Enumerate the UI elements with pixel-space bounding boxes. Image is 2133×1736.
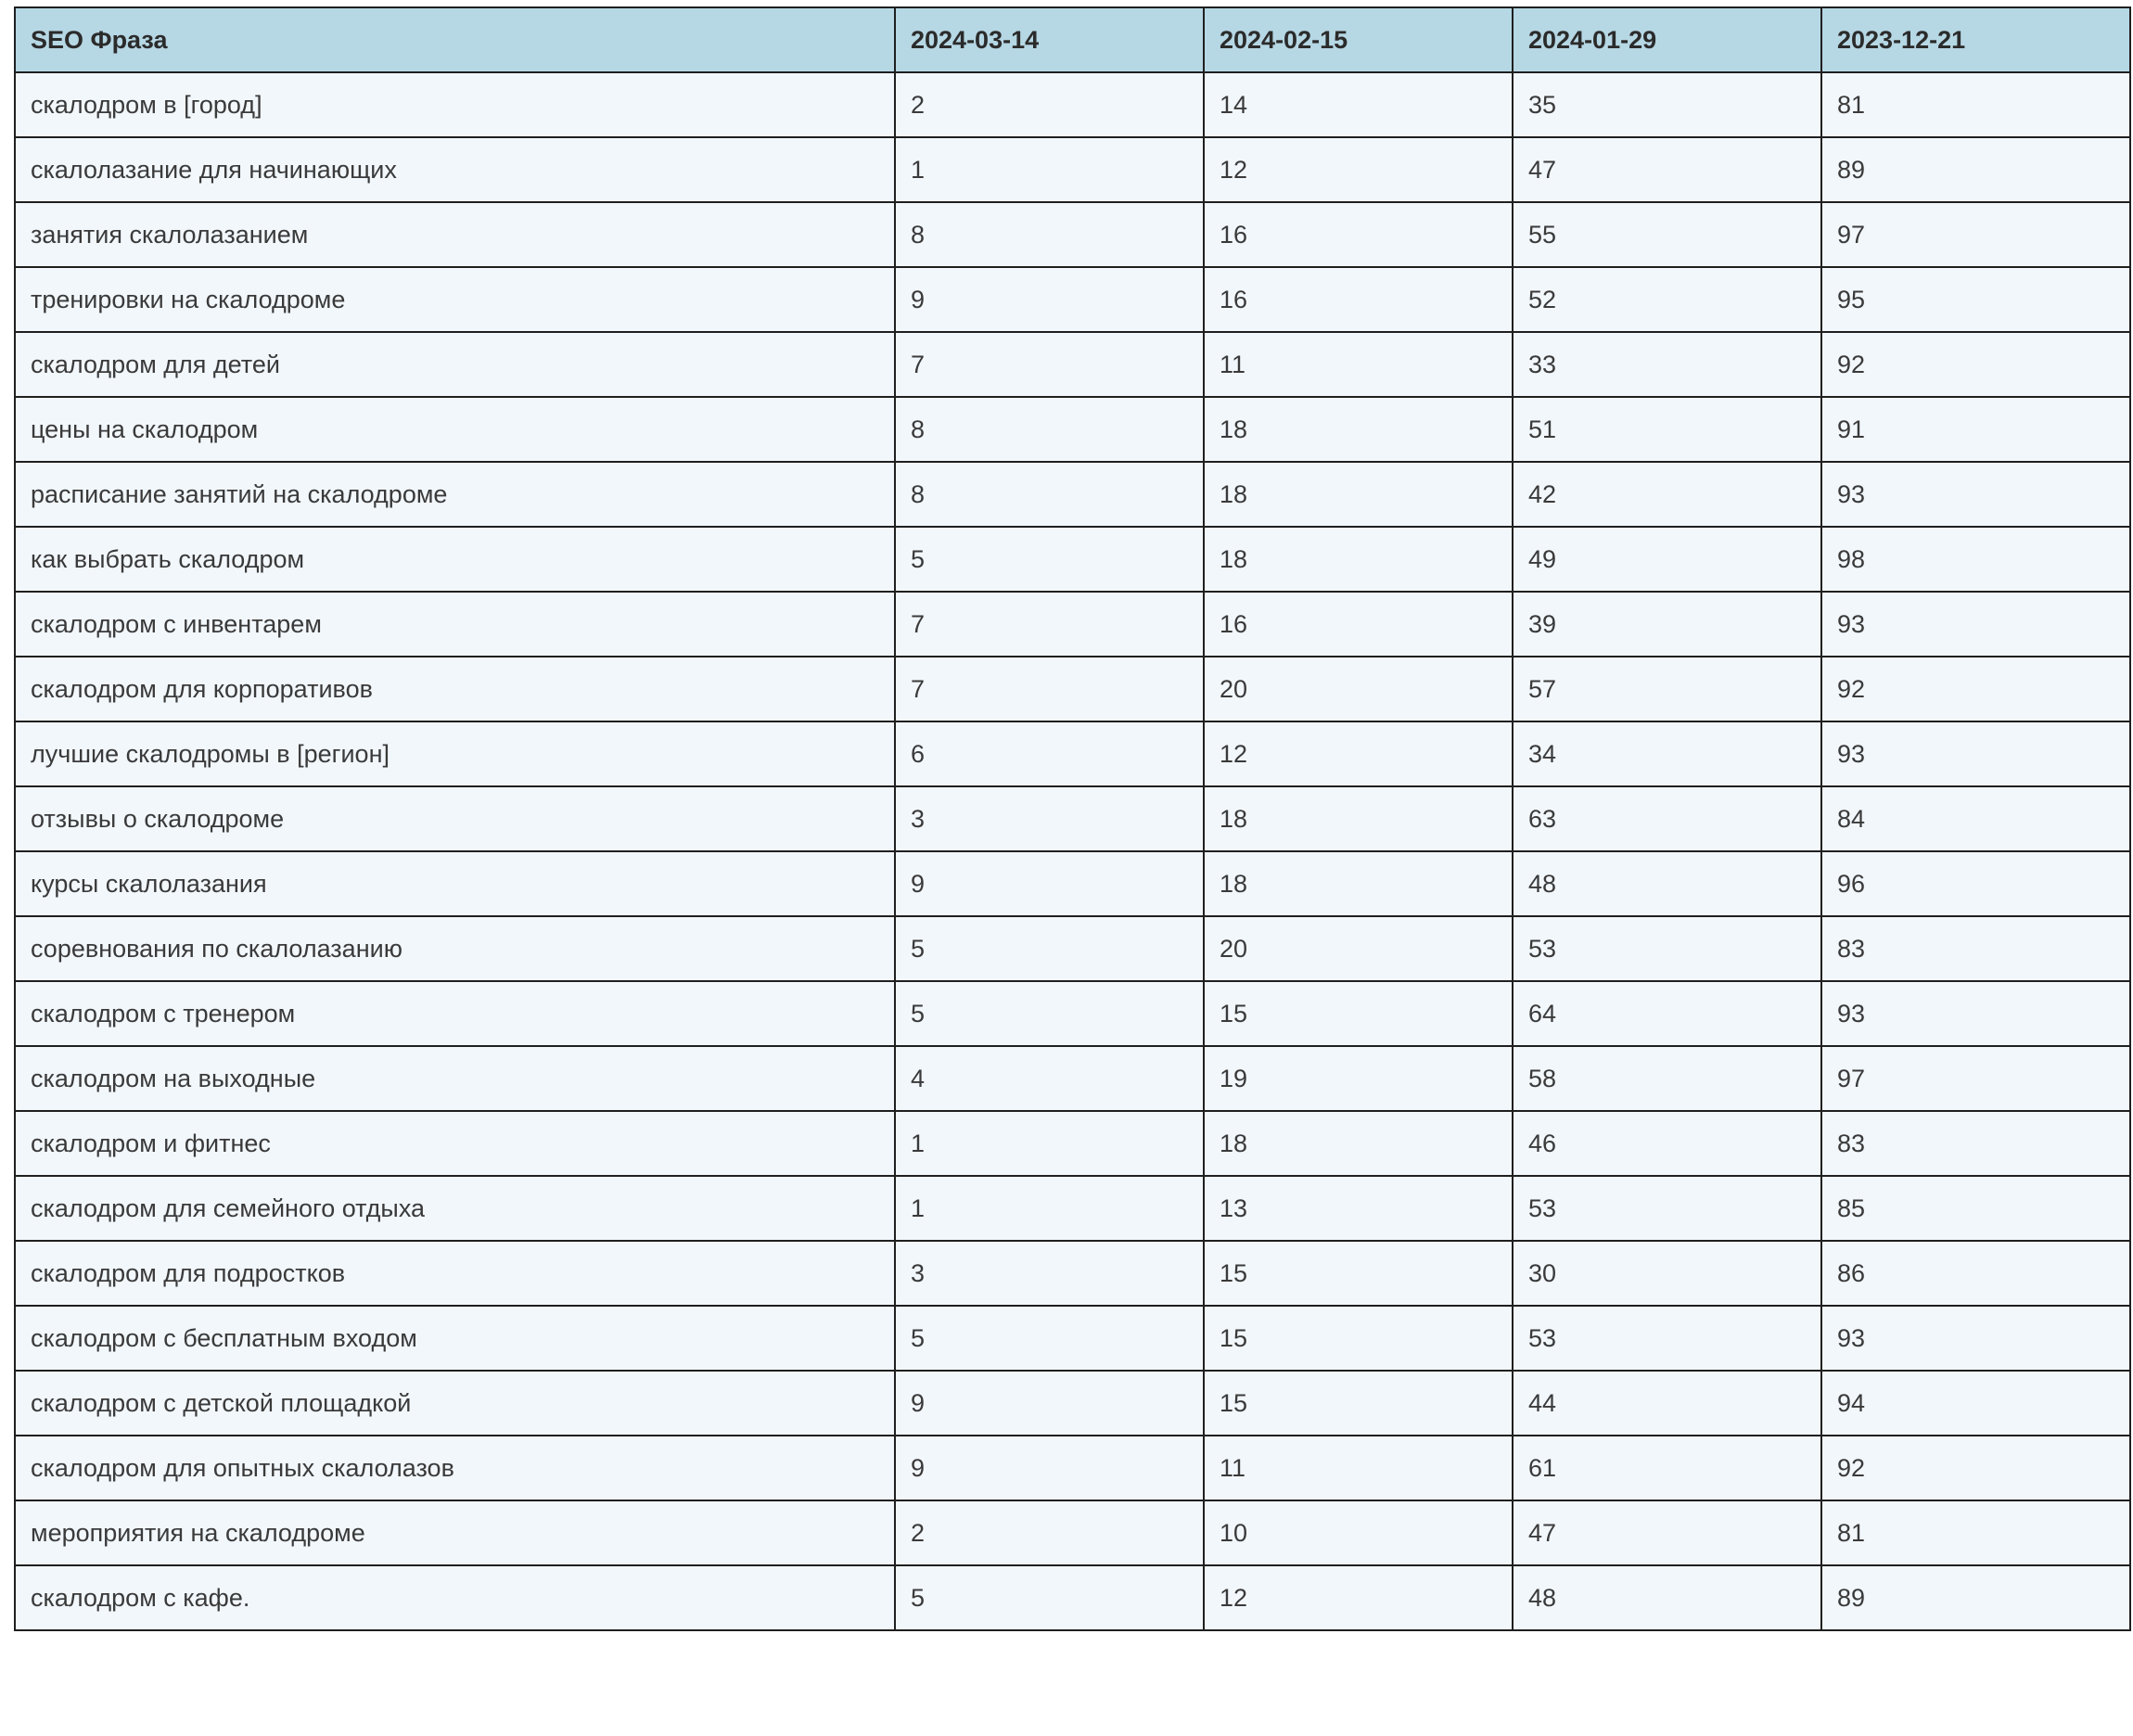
cell-rank-value: 63 [1513,786,1821,851]
table-row [15,462,2130,527]
cell-seo-phrase: скалодром в [город] [15,72,895,137]
cell-rank-value: 18 [1204,1111,1513,1176]
cell-rank-value: 93 [1821,592,2130,657]
cell-rank-value: 83 [1821,1111,2130,1176]
column-header-date: 2023-12-21 [1821,7,2130,72]
seo-rankings-table [14,6,2131,1631]
cell-seo-phrase: расписание занятий на скалодроме [15,462,895,527]
table-row [15,1241,2130,1306]
cell-rank-value: 94 [1821,1371,2130,1436]
cell-rank-value: 52 [1513,267,1821,332]
cell-seo-phrase: цены на скалодром [15,397,895,462]
table-row [15,1565,2130,1630]
cell-rank-value: 3 [895,1241,1204,1306]
cell-rank-value: 58 [1513,1046,1821,1111]
cell-rank-value: 39 [1513,592,1821,657]
cell-seo-phrase: мероприятия на скалодроме [15,1500,895,1565]
cell-seo-phrase: тренировки на скалодроме [15,267,895,332]
table-row [15,1046,2130,1111]
cell-rank-value: 89 [1821,1565,2130,1630]
cell-rank-value: 18 [1204,397,1513,462]
cell-rank-value: 14 [1204,72,1513,137]
cell-rank-value: 53 [1513,916,1821,981]
cell-rank-value: 30 [1513,1241,1821,1306]
cell-seo-phrase: лучшие скалодромы в [регион] [15,721,895,786]
table-row [15,267,2130,332]
table-row [15,1500,2130,1565]
cell-rank-value: 95 [1821,267,2130,332]
cell-rank-value: 10 [1204,1500,1513,1565]
cell-rank-value: 20 [1204,657,1513,721]
cell-rank-value: 47 [1513,137,1821,202]
cell-rank-value: 47 [1513,1500,1821,1565]
table-row [15,981,2130,1046]
cell-rank-value: 8 [895,462,1204,527]
cell-rank-value: 42 [1513,462,1821,527]
table-header [15,7,2130,72]
cell-rank-value: 18 [1204,462,1513,527]
cell-rank-value: 9 [895,1371,1204,1436]
cell-seo-phrase: скалодром с бесплатным входом [15,1306,895,1371]
cell-rank-value: 13 [1204,1176,1513,1241]
table-row [15,851,2130,916]
cell-seo-phrase: соревнования по скалолазанию [15,916,895,981]
cell-rank-value: 57 [1513,657,1821,721]
table-row [15,202,2130,267]
table-row [15,657,2130,721]
cell-rank-value: 51 [1513,397,1821,462]
table-row [15,786,2130,851]
cell-seo-phrase: скалодром с кафе. [15,1565,895,1630]
cell-rank-value: 49 [1513,527,1821,592]
table-row [15,72,2130,137]
table-row [15,1306,2130,1371]
cell-rank-value: 2 [895,72,1204,137]
cell-rank-value: 18 [1204,527,1513,592]
cell-rank-value: 5 [895,1306,1204,1371]
cell-rank-value: 5 [895,981,1204,1046]
cell-rank-value: 93 [1821,981,2130,1046]
table-body [15,72,2130,1630]
cell-rank-value: 8 [895,397,1204,462]
column-header-date: 2024-01-29 [1513,7,1821,72]
table-row [15,137,2130,202]
table-row [15,1176,2130,1241]
cell-rank-value: 81 [1821,1500,2130,1565]
cell-rank-value: 97 [1821,202,2130,267]
cell-rank-value: 12 [1204,721,1513,786]
cell-rank-value: 44 [1513,1371,1821,1436]
cell-rank-value: 1 [895,1111,1204,1176]
cell-rank-value: 92 [1821,657,2130,721]
cell-rank-value: 33 [1513,332,1821,397]
cell-rank-value: 7 [895,657,1204,721]
cell-seo-phrase: скалодром с тренером [15,981,895,1046]
cell-seo-phrase: скалодром с детской площадкой [15,1371,895,1436]
cell-rank-value: 64 [1513,981,1821,1046]
cell-seo-phrase: скалодром на выходные [15,1046,895,1111]
cell-rank-value: 16 [1204,267,1513,332]
cell-rank-value: 4 [895,1046,1204,1111]
cell-rank-value: 53 [1513,1306,1821,1371]
cell-rank-value: 16 [1204,202,1513,267]
cell-rank-value: 12 [1204,137,1513,202]
cell-rank-value: 1 [895,1176,1204,1241]
cell-rank-value: 20 [1204,916,1513,981]
cell-rank-value: 48 [1513,1565,1821,1630]
cell-seo-phrase: скалодром для семейного отдыха [15,1176,895,1241]
cell-rank-value: 48 [1513,851,1821,916]
cell-seo-phrase: как выбрать скалодром [15,527,895,592]
cell-rank-value: 96 [1821,851,2130,916]
column-header-date: 2024-03-14 [895,7,1204,72]
cell-seo-phrase: занятия скалолазанием [15,202,895,267]
column-header-date: 2024-02-15 [1204,7,1513,72]
cell-rank-value: 91 [1821,397,2130,462]
cell-rank-value: 1 [895,137,1204,202]
cell-rank-value: 11 [1204,332,1513,397]
cell-rank-value: 34 [1513,721,1821,786]
seo-table-container [14,6,2129,1631]
cell-rank-value: 53 [1513,1176,1821,1241]
cell-rank-value: 7 [895,332,1204,397]
table-row [15,1436,2130,1500]
table-row [15,332,2130,397]
cell-seo-phrase: отзывы о скалодроме [15,786,895,851]
cell-seo-phrase: скалолазание для начинающих [15,137,895,202]
cell-rank-value: 97 [1821,1046,2130,1111]
cell-seo-phrase: скалодром с инвентарем [15,592,895,657]
cell-rank-value: 15 [1204,1371,1513,1436]
cell-rank-value: 18 [1204,786,1513,851]
cell-rank-value: 83 [1821,916,2130,981]
table-row [15,592,2130,657]
cell-rank-value: 7 [895,592,1204,657]
cell-rank-value: 11 [1204,1436,1513,1500]
cell-rank-value: 3 [895,786,1204,851]
cell-rank-value: 12 [1204,1565,1513,1630]
cell-seo-phrase: скалодром для корпоративов [15,657,895,721]
cell-rank-value: 16 [1204,592,1513,657]
cell-rank-value: 35 [1513,72,1821,137]
cell-rank-value: 46 [1513,1111,1821,1176]
cell-rank-value: 93 [1821,462,2130,527]
cell-rank-value: 9 [895,851,1204,916]
cell-rank-value: 84 [1821,786,2130,851]
cell-rank-value: 93 [1821,721,2130,786]
cell-rank-value: 81 [1821,72,2130,137]
cell-rank-value: 86 [1821,1241,2130,1306]
table-row [15,1111,2130,1176]
header-row [15,7,2130,72]
cell-rank-value: 55 [1513,202,1821,267]
cell-rank-value: 18 [1204,851,1513,916]
table-row [15,1371,2130,1436]
table-row [15,527,2130,592]
table-row [15,721,2130,786]
cell-rank-value: 15 [1204,1306,1513,1371]
cell-rank-value: 5 [895,527,1204,592]
cell-rank-value: 89 [1821,137,2130,202]
cell-rank-value: 85 [1821,1176,2130,1241]
cell-rank-value: 5 [895,1565,1204,1630]
cell-seo-phrase: скалодром для опытных скалолазов [15,1436,895,1500]
cell-rank-value: 9 [895,267,1204,332]
table-row [15,916,2130,981]
cell-rank-value: 93 [1821,1306,2130,1371]
cell-rank-value: 19 [1204,1046,1513,1111]
cell-rank-value: 6 [895,721,1204,786]
cell-rank-value: 98 [1821,527,2130,592]
cell-rank-value: 92 [1821,1436,2130,1500]
cell-seo-phrase: курсы скалолазания [15,851,895,916]
cell-seo-phrase: скалодром для подростков [15,1241,895,1306]
column-header-phrase: SEO Фраза [15,7,895,72]
cell-seo-phrase: скалодром для детей [15,332,895,397]
cell-rank-value: 15 [1204,1241,1513,1306]
cell-rank-value: 61 [1513,1436,1821,1500]
cell-rank-value: 92 [1821,332,2130,397]
cell-rank-value: 15 [1204,981,1513,1046]
cell-seo-phrase: скалодром и фитнес [15,1111,895,1176]
cell-rank-value: 9 [895,1436,1204,1500]
table-row [15,397,2130,462]
cell-rank-value: 2 [895,1500,1204,1565]
cell-rank-value: 5 [895,916,1204,981]
cell-rank-value: 8 [895,202,1204,267]
